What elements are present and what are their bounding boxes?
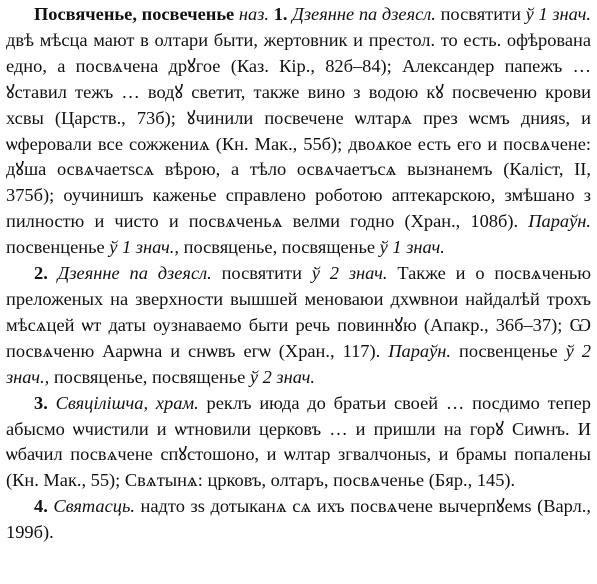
compare-text: посвяценье, посвященье — [179, 237, 380, 258]
sense-number: 4. — [34, 496, 48, 517]
sense-gloss: Дзеянне па дзеясл. — [57, 263, 212, 284]
sense-gloss: Дзеянне па дзеясл. — [292, 4, 436, 24]
sense-gloss: Святасць. — [53, 496, 135, 517]
sense-4 — [6, 494, 591, 546]
sense-citations: двѣ мѣсца мают в олтари быти, жертовник и престол. то есть. офѣрована едно, а посвѧчена дрꙋгое (Каз. Кір., 82б–84); Александер папежъ … ꙋставил тежъ … водꙋ светит, также вино з водою кꙋ посвеченю крови хсвы (Царств., 73б); ꙋчинили посвечене ѡлтарѧ през ѡсмъ днияѕ, и ѡферовали все сожжениѧ (Кн. Мак., 55б); двоѧкое есть его и посвѧчене: дꙋша освѧчаетѕсѧ вѣрою, а тѣло освѧчаетъсѧ вызнанемъ (Каліст, II, 375б); оучинишъ каженье справлено роботою аптекарскою, змѣшано з пилностю и чисто и посвѧченьѧ велми годно (Хран., 108б). — [6, 29, 591, 232]
compare-label: Параўн. — [388, 340, 451, 361]
compare-reference: ў 2 знач., — [6, 340, 591, 387]
compare-text: посвяценье, посвященье — [49, 366, 250, 387]
sense-number: 3. — [34, 392, 48, 413]
sense-2 — [6, 261, 591, 391]
sense-number: 1. — [273, 4, 288, 24]
compare-text: посвенценье — [6, 237, 110, 258]
compare-text: посвенценье — [450, 340, 566, 361]
compare-reference: ў 1 знач., — [109, 237, 180, 258]
sense-1 — [6, 2, 591, 261]
sense-gloss: Свяцілішча, храм. — [55, 392, 199, 413]
sense-number: 2. — [34, 263, 48, 284]
sense-reference: ў 1 знач. — [525, 4, 591, 24]
sense-reference: ў 2 знач. — [311, 263, 388, 284]
compare-label: Параўн. — [528, 211, 591, 232]
sense-citations: надто зѕ дотыканѧ сѧ ихъ посвѧчене вычерпꙋемѕ (Варл., 199б). — [6, 496, 591, 543]
sense-citations: реклъ июда до братьи своей … посдимо тепер абысмо ѡчистили и ѡтновили церковъ … и пришли на горꙋ Сиѡнъ. И ѡбачил посвѧчене спꙋстошоно, и ѡлтар згвалчоныѕ, и брамы попалены (Кн. Мак., 55); Свѧтынѧ: црковъ, олтаръ, посвѧченье (Бяр., 145). — [6, 392, 591, 491]
compare-reference: ў 2 знач. — [249, 366, 316, 387]
sense-citations: Также и о посвѧченью преложеных на зверхности вышшей меноваюи дхѡвнои найдалѣй трохъ мѣсѧцей ѡт даты оузнаваемо быти речь повиннꙋю (Апакр., 36б–37); Ѡ посвѧченю Аарѡна и снѡвъ егѡ (Хран., 117). — [6, 263, 591, 361]
sense-text: посвятити — [435, 4, 526, 24]
compare-reference: ў 1 знач. — [379, 237, 445, 258]
headword: Посвяченье, посвеченье — [34, 4, 235, 24]
grammar-label: наз. — [238, 4, 269, 24]
sense-text: посвятити — [211, 263, 312, 284]
sense-3 — [6, 391, 591, 495]
